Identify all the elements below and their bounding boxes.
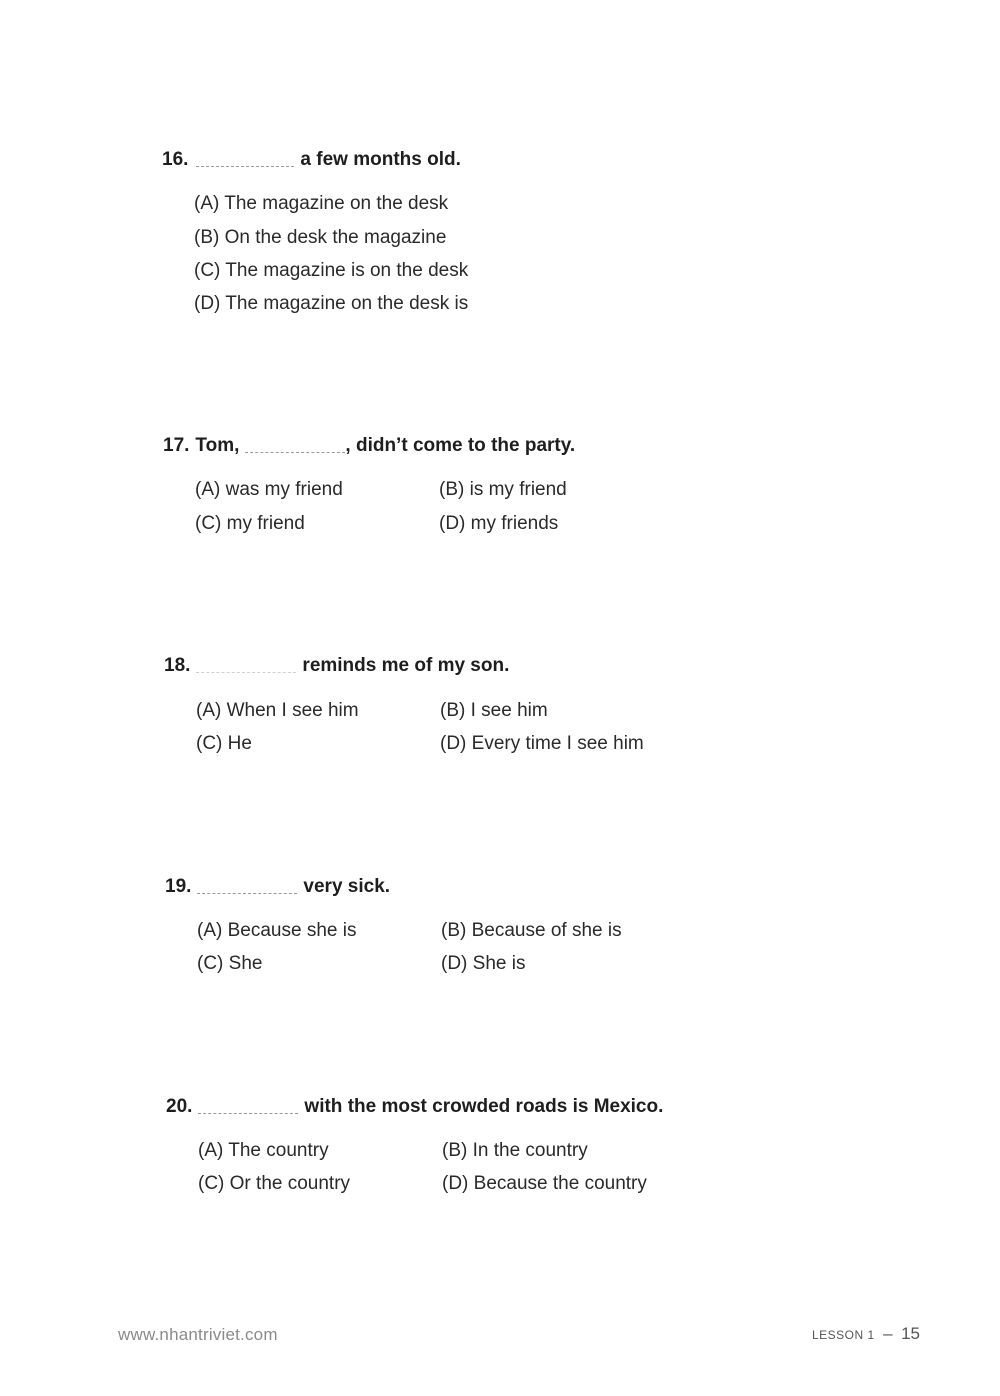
option-a[interactable]: (A) The magazine on the desk [194,193,449,214]
option-c[interactable]: (C) my friend [195,513,305,534]
option-d[interactable]: (D) Every time I see him [440,733,644,754]
option-b[interactable]: (B) Because of she is [441,920,622,941]
option-c[interactable]: (C) Or the country [198,1173,351,1194]
stem-text: very sick. [303,876,391,897]
option-c[interactable]: (C) She [197,953,263,974]
question-stem [162,148,461,172]
option-a[interactable]: (A) was my friend [195,479,343,500]
option-d[interactable]: (D) Because the country [442,1173,647,1194]
page-separator: – [883,1324,893,1343]
option-b[interactable]: (B) In the country [442,1140,588,1161]
option-b[interactable]: (B) On the desk the magazine [194,227,447,248]
option-a[interactable]: (A) The country [198,1140,329,1161]
question-16 [0,0,1000,330]
option-d[interactable]: (D) my friends [439,513,559,534]
stem-text: with the most crowded roads is Mexico. [304,1096,664,1117]
footer-website: www.nhantriviet.com [118,1325,278,1344]
question-stem [165,875,390,899]
option-c[interactable]: (C) He [196,733,252,754]
option-a[interactable]: (A) When I see him [196,700,359,721]
question-number: 18. [164,655,191,676]
option-a[interactable]: (A) Because she is [197,920,357,941]
answer-blank [196,150,294,167]
answer-blank [245,436,345,453]
page-number: 15 [901,1324,920,1343]
question-number: 16. [162,149,189,170]
stem-text-after: , didn’t come to the party. [345,435,576,456]
stem-text: reminds me of my son. [302,655,510,676]
answer-blank [197,877,297,894]
footer-page-label [812,1324,920,1344]
question-number: 20. [166,1096,193,1117]
option-d[interactable]: (D) She is [441,953,526,974]
option-c[interactable]: (C) The magazine is on the desk [194,260,469,281]
option-b[interactable]: (B) I see him [440,700,548,721]
stem-text-before: Tom, [195,435,240,456]
question-number: 19. [165,876,192,897]
answer-blank [196,656,296,673]
lesson-label: LESSON 1 [812,1328,875,1342]
question-stem [163,434,575,458]
question-number: 17. [163,435,190,456]
option-d[interactable]: (D) The magazine on the desk is [194,293,469,314]
question-stem [166,1095,663,1119]
option-b[interactable]: (B) is my friend [439,479,567,500]
question-stem [164,654,509,678]
answer-blank [198,1097,298,1114]
stem-text: a few months old. [300,149,461,170]
